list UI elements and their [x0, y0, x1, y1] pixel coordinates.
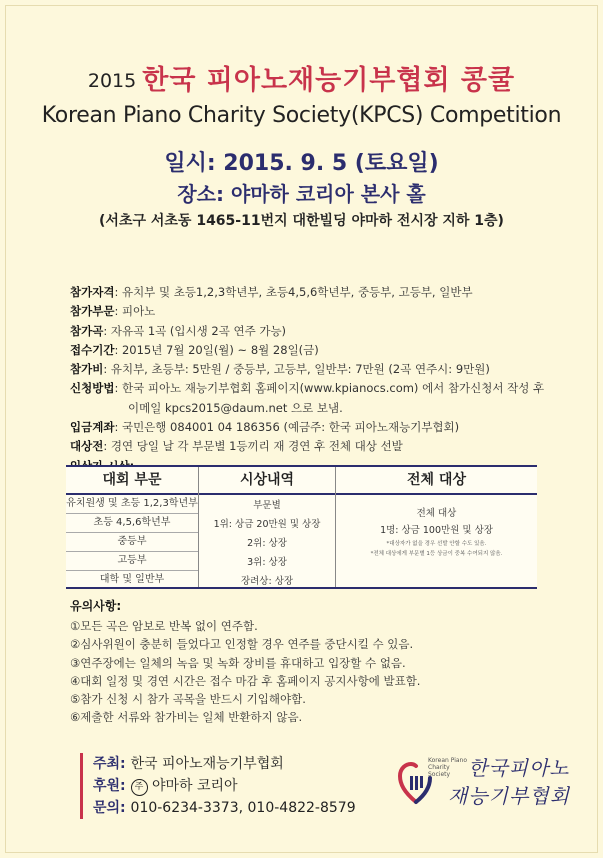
award-table — [66, 465, 537, 589]
info-piece — [70, 322, 550, 341]
table-cell-overall — [336, 495, 537, 539]
note-item: ⑤참가 신청 시 참가 곡목을 반드시 기입해야함. — [70, 692, 306, 707]
info-division — [70, 302, 550, 321]
info-account — [70, 418, 550, 437]
table-cell-category: 초등 4,5,6학년부 — [66, 514, 198, 533]
info-target — [70, 437, 550, 456]
info-label: 입금계좌 — [70, 420, 115, 435]
footer-label: 주최: — [93, 756, 126, 772]
table-cell-prize: 1위: 상금 20만원 및 상장 — [213, 519, 321, 530]
info-label: 참가비 — [70, 362, 104, 377]
table-column-prizes — [199, 467, 336, 587]
info-period — [70, 341, 550, 360]
info-label: 참가부문 — [70, 304, 115, 319]
logo-korean-line2: 재능기부협회 — [448, 784, 570, 808]
info-value: : 자유곡 1곡 (입시생 2곡 연주 가능) — [103, 323, 287, 338]
note-item: ⑥제출한 서류와 참가비는 일체 반환하지 않음. — [70, 710, 303, 725]
footer-value: 한국 피아노재능기부협회 — [130, 756, 284, 772]
footer — [80, 753, 356, 819]
info-value: : 한국 피아노 재능기부협회 홈페이지(www.kpianocs.com) 에서 참가신청서 작성 후 — [114, 381, 545, 396]
info-value: : 유치부, 초등부: 5만원 / 중등부, 고등부, 일반부: 7만원 (2곡 연주시: 9만원) — [103, 362, 490, 377]
title-korean: 한국 피아노재능기부협회 콩쿨 — [142, 65, 516, 96]
info-value: : 유치부 및 초등1,2,3학년부, 초등4,5,6학년부, 중등부, 고등부, 일반부 — [114, 285, 473, 299]
info-apply — [70, 379, 550, 398]
overall-note: *전체 대상에게 부문별 1등 상금이 중복 수여되지 않음. — [370, 551, 503, 557]
logo-english-line: Korean Piano — [428, 757, 468, 764]
table-cell-prize: 3위: 상장 — [247, 557, 287, 568]
table-cell-category: 중등부 — [66, 533, 198, 552]
event-venue: 장소: 야마하 코리아 본사 홀 — [177, 182, 426, 206]
logo-english — [428, 757, 467, 778]
kpcs-logo — [398, 752, 573, 812]
note-item: ②심사위원이 충분히 들었다고 인정할 경우 연주를 중단시킬 수 있음. — [70, 637, 414, 652]
table-cell-category: 대학 및 일반부 — [99, 574, 165, 585]
footer-label: 문의: — [93, 800, 126, 816]
overall-prize: 1명: 상금 100만원 및 상장 — [380, 525, 493, 536]
table-header: 전체 대상 — [336, 467, 537, 495]
note-item: ①모든 곡은 암보로 반복 없이 연주함. — [70, 619, 258, 633]
event-date: 일시: 2015. 9. 5 (토요일) — [164, 151, 439, 176]
info-label: 대상전 — [70, 439, 104, 454]
footer-contact — [93, 797, 356, 819]
table-cell-prize: 장려상: 상장 — [240, 576, 294, 587]
table-header: 시상내역 — [199, 467, 335, 495]
table-cell-category: 고등부 — [66, 552, 198, 571]
info-fee — [70, 360, 550, 379]
info-value: : 국민은행 084001 04 186356 (예금주: 한국 피아노재능기부협회) — [114, 420, 460, 435]
info-eligibility — [70, 283, 550, 302]
info-label: 접수기간 — [70, 342, 115, 357]
title-block — [0, 58, 603, 128]
table-cell-prize: 2위: 상장 — [247, 538, 287, 549]
footer-sponsor — [93, 775, 356, 797]
overall-title: 전체 대상 — [416, 508, 457, 519]
notes-title: 유의사항: — [70, 599, 122, 613]
info-label: 신청방법 — [70, 381, 115, 396]
info-label: 참가자격 — [70, 285, 115, 299]
note-item: ③연주장에는 일체의 녹음 및 녹화 장비를 휴대하고 입장할 수 없음. — [70, 655, 406, 670]
info-value: : 피아노 — [114, 304, 156, 319]
overall-note: *대상자가 없을 경우 선발 안할 수도 있음. — [386, 541, 487, 547]
logo-korean-line1: 한국피아노 — [468, 756, 570, 780]
note-item: ④대회 일정 및 경연 시간은 접수 마감 후 홈페이지 공지사항에 발표함. — [70, 673, 421, 688]
info-section — [70, 283, 550, 476]
footer-label: 후원: — [93, 778, 126, 794]
table-cell-category: 유치원생 및 초등 1,2,3학년부 — [66, 495, 198, 514]
title-english: Korean Piano Charity Society(KPCS) Competition — [41, 103, 562, 128]
logo-english-line: Charity — [428, 764, 450, 771]
info-value: : 2015년 7월 20일(월) ~ 8월 28일(금) — [114, 342, 319, 357]
table-column-division — [66, 467, 199, 587]
info-label: 참가곡 — [70, 323, 104, 338]
notes-section — [70, 597, 540, 727]
info-value: : 경연 당일 날 각 부문별 1등끼리 재 경연 후 전체 대상 선발 — [103, 439, 403, 454]
table-header: 대회 부문 — [66, 467, 198, 495]
table-cell-prize: 부문별 — [253, 500, 281, 511]
logo-english-line: Society — [428, 771, 451, 778]
footer-value: 010-6234-3373, 010-4822-8579 — [130, 800, 356, 816]
circled-ju-mark: 주 — [131, 779, 148, 796]
title-year: 2015 — [87, 70, 137, 92]
event-address: (서초구 서초동 1465-11번지 대한빌딩 야마하 전시장 지하 1층) — [99, 213, 504, 229]
footer-host — [93, 753, 356, 775]
title-line — [0, 58, 603, 97]
footer-value: 야마하 코리아 — [151, 778, 238, 794]
info-apply-email: 이메일 kpcs2015@daum.net 으로 보냄. — [128, 400, 343, 415]
table-column-grand-prize — [336, 467, 537, 587]
